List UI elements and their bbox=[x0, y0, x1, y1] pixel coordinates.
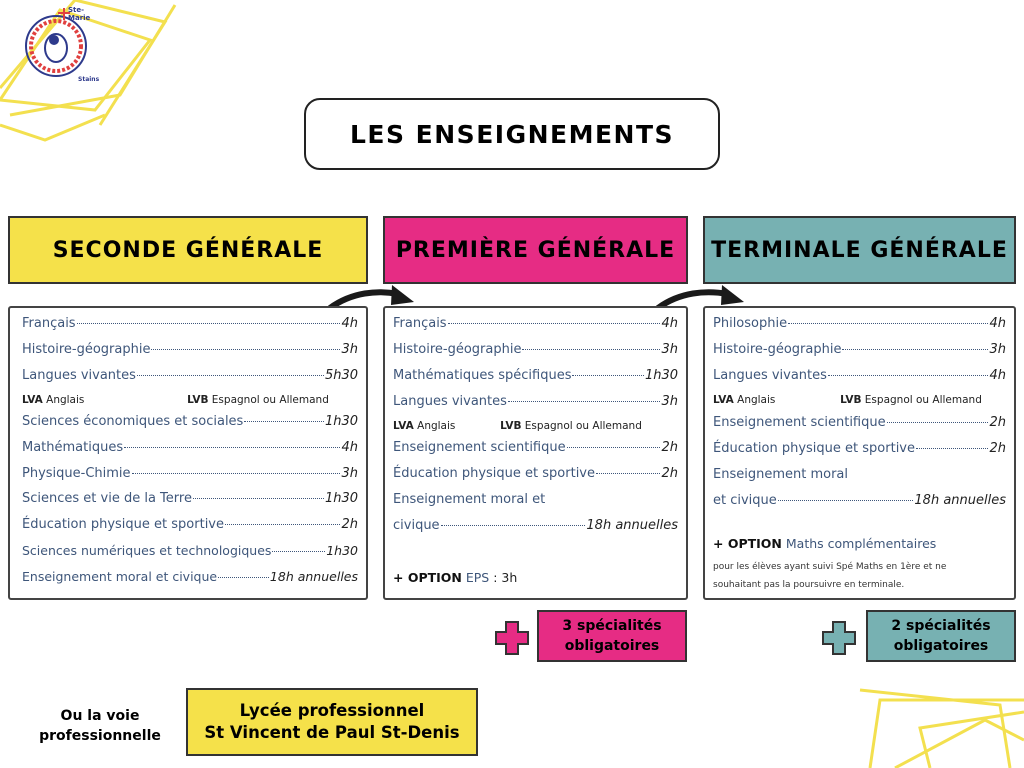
dot-leader bbox=[77, 323, 341, 324]
dot-leader bbox=[572, 375, 643, 376]
subject-row bbox=[22, 517, 358, 535]
lvb-value: Espagnol ou Allemand bbox=[211, 394, 329, 406]
specialites-count: 2 spécialités bbox=[891, 618, 991, 634]
lva-value: Anglais bbox=[737, 394, 776, 406]
dot-leader bbox=[887, 422, 989, 423]
subject-hours: 2h bbox=[989, 441, 1006, 456]
moral-civic-label: Enseignement moral et bbox=[393, 492, 546, 507]
dot-leader bbox=[218, 577, 269, 578]
dot-leader bbox=[916, 448, 988, 449]
heading-premiere: PREMIÈRE GÉNÉRALE bbox=[383, 216, 688, 284]
subject-label: Philosophie bbox=[713, 316, 788, 331]
subject-label: Histoire-géographie bbox=[393, 342, 522, 357]
subject-row bbox=[22, 569, 358, 587]
subject-row bbox=[393, 466, 678, 484]
subject-hours: 3h bbox=[661, 394, 678, 409]
subject-label: Langues vivantes bbox=[22, 368, 136, 383]
subject-label: civique bbox=[393, 518, 440, 533]
lva-tag: LVA bbox=[713, 394, 734, 406]
lycee-professionnel-box bbox=[186, 688, 478, 756]
subject-row bbox=[22, 440, 358, 458]
plus-icon bbox=[821, 620, 857, 656]
option-note-line2: souhaitant pas la poursuivre en terminale. bbox=[713, 580, 905, 590]
lva-value: Anglais bbox=[417, 420, 456, 432]
logo-name: Ste-Marie bbox=[68, 6, 91, 22]
subject-row bbox=[22, 342, 358, 360]
subject-hours: 18h annuelles bbox=[914, 493, 1006, 508]
subject-label: Sciences et vie de la Terre bbox=[22, 491, 192, 506]
subject-row bbox=[713, 493, 1006, 511]
subject-hours: 1h30 bbox=[326, 543, 358, 558]
subject-row bbox=[713, 368, 1006, 386]
subject-hours: 4h bbox=[341, 440, 358, 455]
lycee-line1: Lycée professionnel bbox=[239, 701, 425, 720]
heading-terminale: TERMINALE GÉNÉRALE bbox=[703, 216, 1016, 284]
dot-leader bbox=[778, 500, 914, 501]
subject-row bbox=[393, 518, 678, 536]
subject-hours: 2h bbox=[989, 415, 1006, 430]
option-prefix: + OPTION bbox=[393, 570, 462, 585]
logo-city: Stains bbox=[78, 76, 100, 83]
subject-label: Enseignement moral et civique bbox=[22, 569, 218, 584]
dot-leader bbox=[132, 473, 341, 474]
subject-label: Histoire-géographie bbox=[22, 342, 151, 357]
arrow-premiere-to-terminale bbox=[658, 285, 744, 308]
subject-label: Français bbox=[393, 316, 447, 331]
dot-leader bbox=[193, 498, 324, 499]
subject-label: Enseignement scientifique bbox=[393, 440, 566, 455]
subject-row bbox=[393, 342, 678, 360]
voie-professionnelle-label bbox=[22, 706, 178, 746]
dot-leader bbox=[272, 551, 325, 552]
subject-row bbox=[393, 316, 678, 334]
lva-value: Anglais bbox=[46, 394, 85, 406]
subject-hours: 5h30 bbox=[324, 368, 358, 383]
page-title: LES ENSEIGNEMENTS bbox=[304, 98, 720, 170]
subject-row bbox=[22, 466, 358, 484]
subject-label: Histoire-géographie bbox=[713, 342, 842, 357]
premiere-subject-list bbox=[383, 306, 688, 600]
dot-leader bbox=[124, 447, 340, 448]
subject-label: Langues vivantes bbox=[393, 394, 507, 409]
subject-label: Sciences économiques et sociales bbox=[22, 414, 244, 429]
moral-civic-label: Enseignement moral bbox=[713, 467, 848, 482]
languages-row bbox=[713, 394, 982, 406]
dot-leader bbox=[596, 473, 660, 474]
subject-row bbox=[22, 414, 358, 432]
option-note-line1: pour les élèves ayant suivi Spé Maths en 1ère et ne bbox=[713, 562, 947, 572]
lvb-tag: LVB bbox=[187, 394, 209, 406]
subject-label: Mathématiques spécifiques bbox=[393, 368, 572, 383]
subject-row bbox=[22, 543, 358, 561]
languages-row bbox=[393, 420, 642, 432]
lvb-value: Espagnol ou Allemand bbox=[864, 394, 982, 406]
subject-hours: 2h bbox=[661, 466, 678, 481]
subject-hours: 3h bbox=[989, 342, 1006, 357]
subject-label: Langues vivantes bbox=[713, 368, 827, 383]
option-line bbox=[393, 570, 517, 585]
voie-label-line2: professionnelle bbox=[39, 728, 161, 744]
seconde-subject-list bbox=[8, 306, 368, 600]
subject-hours: 4h bbox=[661, 316, 678, 331]
subject-row bbox=[393, 394, 678, 412]
subject-hours: 3h bbox=[661, 342, 678, 357]
dot-leader bbox=[508, 401, 661, 402]
terminale-subject-list bbox=[703, 306, 1016, 600]
specialites-count: 3 spécialités bbox=[562, 618, 662, 634]
dot-leader bbox=[828, 375, 989, 376]
subject-hours: 4h bbox=[989, 368, 1006, 383]
subject-row bbox=[713, 415, 1006, 433]
subject-label: Physique-Chimie bbox=[22, 466, 131, 481]
subject-row bbox=[713, 441, 1006, 459]
subject-label: Éducation physique et sportive bbox=[22, 517, 224, 532]
option-name: Maths complémentaires bbox=[785, 536, 937, 551]
dot-leader bbox=[441, 525, 586, 526]
option-hours: : 3h bbox=[489, 570, 518, 585]
lvb-tag: LVB bbox=[840, 394, 862, 406]
subject-hours: 4h bbox=[989, 316, 1006, 331]
lvb-value: Espagnol ou Allemand bbox=[524, 420, 642, 432]
subject-label: et civique bbox=[713, 493, 777, 508]
subject-row bbox=[22, 491, 358, 509]
subject-row bbox=[713, 316, 1006, 334]
subject-hours: 2h bbox=[661, 440, 678, 455]
subject-hours: 1h30 bbox=[324, 491, 358, 506]
subject-hours: 3h bbox=[341, 342, 358, 357]
subject-hours: 1h30 bbox=[324, 414, 358, 429]
dot-leader bbox=[788, 323, 988, 324]
lycee-line2: St Vincent de Paul St-Denis bbox=[204, 723, 460, 742]
subject-label: Mathématiques bbox=[22, 440, 124, 455]
option-line bbox=[713, 536, 936, 551]
subject-label: Enseignement scientifique bbox=[713, 415, 886, 430]
premiere-specialites-badge bbox=[537, 610, 687, 662]
voie-label-line1: Ou la voie bbox=[60, 708, 140, 724]
subject-label: Éducation physique et sportive bbox=[713, 441, 915, 456]
dot-leader bbox=[151, 349, 340, 350]
subject-label: Sciences numériques et technologiques bbox=[22, 543, 272, 558]
subject-hours: 18h annuelles bbox=[586, 518, 678, 533]
subject-hours: 3h bbox=[341, 466, 358, 481]
option-prefix: + OPTION bbox=[713, 536, 782, 551]
subject-row bbox=[22, 316, 358, 334]
subject-hours: 18h annuelles bbox=[269, 569, 358, 584]
languages-row bbox=[22, 394, 329, 406]
terminale-specialites-badge bbox=[866, 610, 1016, 662]
specialites-label: obligatoires bbox=[564, 638, 660, 654]
school-logo bbox=[18, 4, 98, 84]
arrow-seconde-to-premiere bbox=[330, 285, 414, 308]
plus-icon bbox=[494, 620, 530, 656]
dot-leader bbox=[522, 349, 660, 350]
subject-label: Éducation physique et sportive bbox=[393, 466, 595, 481]
lvb-tag: LVB bbox=[500, 420, 522, 432]
subject-row bbox=[22, 368, 358, 386]
dot-leader bbox=[567, 447, 661, 448]
dot-leader bbox=[137, 375, 324, 376]
heading-seconde: SECONDE GÉNÉRALE bbox=[8, 216, 368, 284]
subject-hours: 2h bbox=[341, 517, 358, 532]
dot-leader bbox=[448, 323, 661, 324]
yellow-frame-lines-bottom-right bbox=[860, 690, 1024, 768]
dot-leader bbox=[244, 421, 324, 422]
dot-leader bbox=[225, 524, 340, 525]
subject-row bbox=[393, 368, 678, 386]
lva-tag: LVA bbox=[22, 394, 43, 406]
subject-hours: 4h bbox=[341, 316, 358, 331]
specialites-label: obligatoires bbox=[893, 638, 989, 654]
subject-row bbox=[393, 440, 678, 458]
option-name: EPS bbox=[465, 570, 490, 585]
subject-label: Français bbox=[22, 316, 76, 331]
subject-row bbox=[713, 342, 1006, 360]
lva-tag: LVA bbox=[393, 420, 414, 432]
dot-leader bbox=[842, 349, 988, 350]
subject-hours: 1h30 bbox=[644, 368, 678, 383]
